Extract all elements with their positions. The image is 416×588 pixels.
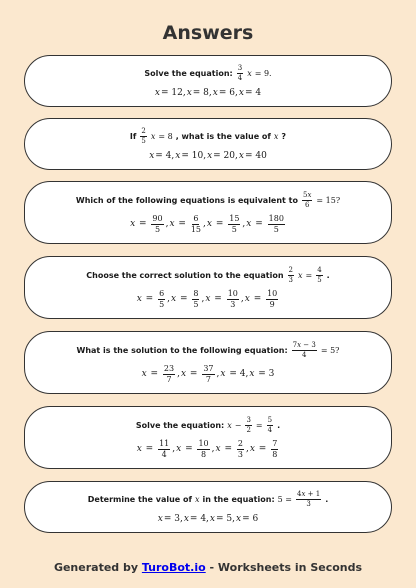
question-text: If $\frac{2}{5}$ x = 8 , what is the value of x ?: [129, 126, 287, 145]
answer-card-3: [24, 181, 392, 244]
answer-card-5: [24, 331, 392, 394]
answer-card-7: [24, 481, 392, 533]
question-text: Choose the correct solution to the equation $\frac{2}{3}$ x = $\frac{4}{5}$ .: [86, 265, 330, 284]
answer-options: x = $\frac{11}{4}$ , x = $\frac{10}{8}$ , x = $\frac{2}{3}$ , x = $\frac{7}{8}$: [136, 438, 278, 459]
question-text: What is the solution to the following equation: $\frac{7x - 3}{4}$ = 5?: [76, 340, 340, 359]
answer-options: x = 3, x = 4, x = 5, x = 6: [157, 513, 259, 524]
question-text: Solve the equation: $\frac{3}{4}$ x = 9.: [144, 63, 272, 82]
footer: Generated by TuroBot.io - Worksheets in Seconds: [53, 561, 363, 574]
fraction: $\frac{3}{4}$: [237, 63, 243, 82]
answer-card-2: [24, 118, 392, 170]
answer-options: x = $\frac{23}{7}$ , x = $\frac{37}{7}$ , x = 4, x = 3: [141, 363, 275, 384]
turobot-link[interactable]: TuroBot.io: [141, 561, 206, 574]
question-text: Solve the equation: x − $\frac{3}{2}$ = $\frac{5}{4}$ .: [135, 415, 281, 434]
answer-options: x = $\frac{6}{5}$ , x = $\frac{8}{5}$ , x = $\frac{10}{3}$ , x = $\frac{10}{9}$: [136, 288, 278, 309]
answer-card-6: [24, 406, 392, 469]
answer-card-1: [24, 55, 392, 107]
answer-card-4: [24, 256, 392, 319]
question-text: Which of the following equations is equivalent to $\frac{5x}{6}$ = 15?: [75, 190, 341, 209]
answer-options: x = 12, x = 8, x = 6, x = 4: [154, 87, 262, 98]
answer-options: x = 4, x = 10, x = 20, x = 40: [149, 150, 267, 161]
answer-options: x = $\frac{90}{5}$ , x = $\frac{6}{15}$ , x = $\frac{15}{5}$ , x = $\frac{180}{5}$: [130, 213, 284, 234]
question-text: Determine the value of x in the equation: 5 = $\frac{4x + 1}{3}$ .: [87, 489, 329, 508]
page-title: Answers: [162, 22, 254, 44]
